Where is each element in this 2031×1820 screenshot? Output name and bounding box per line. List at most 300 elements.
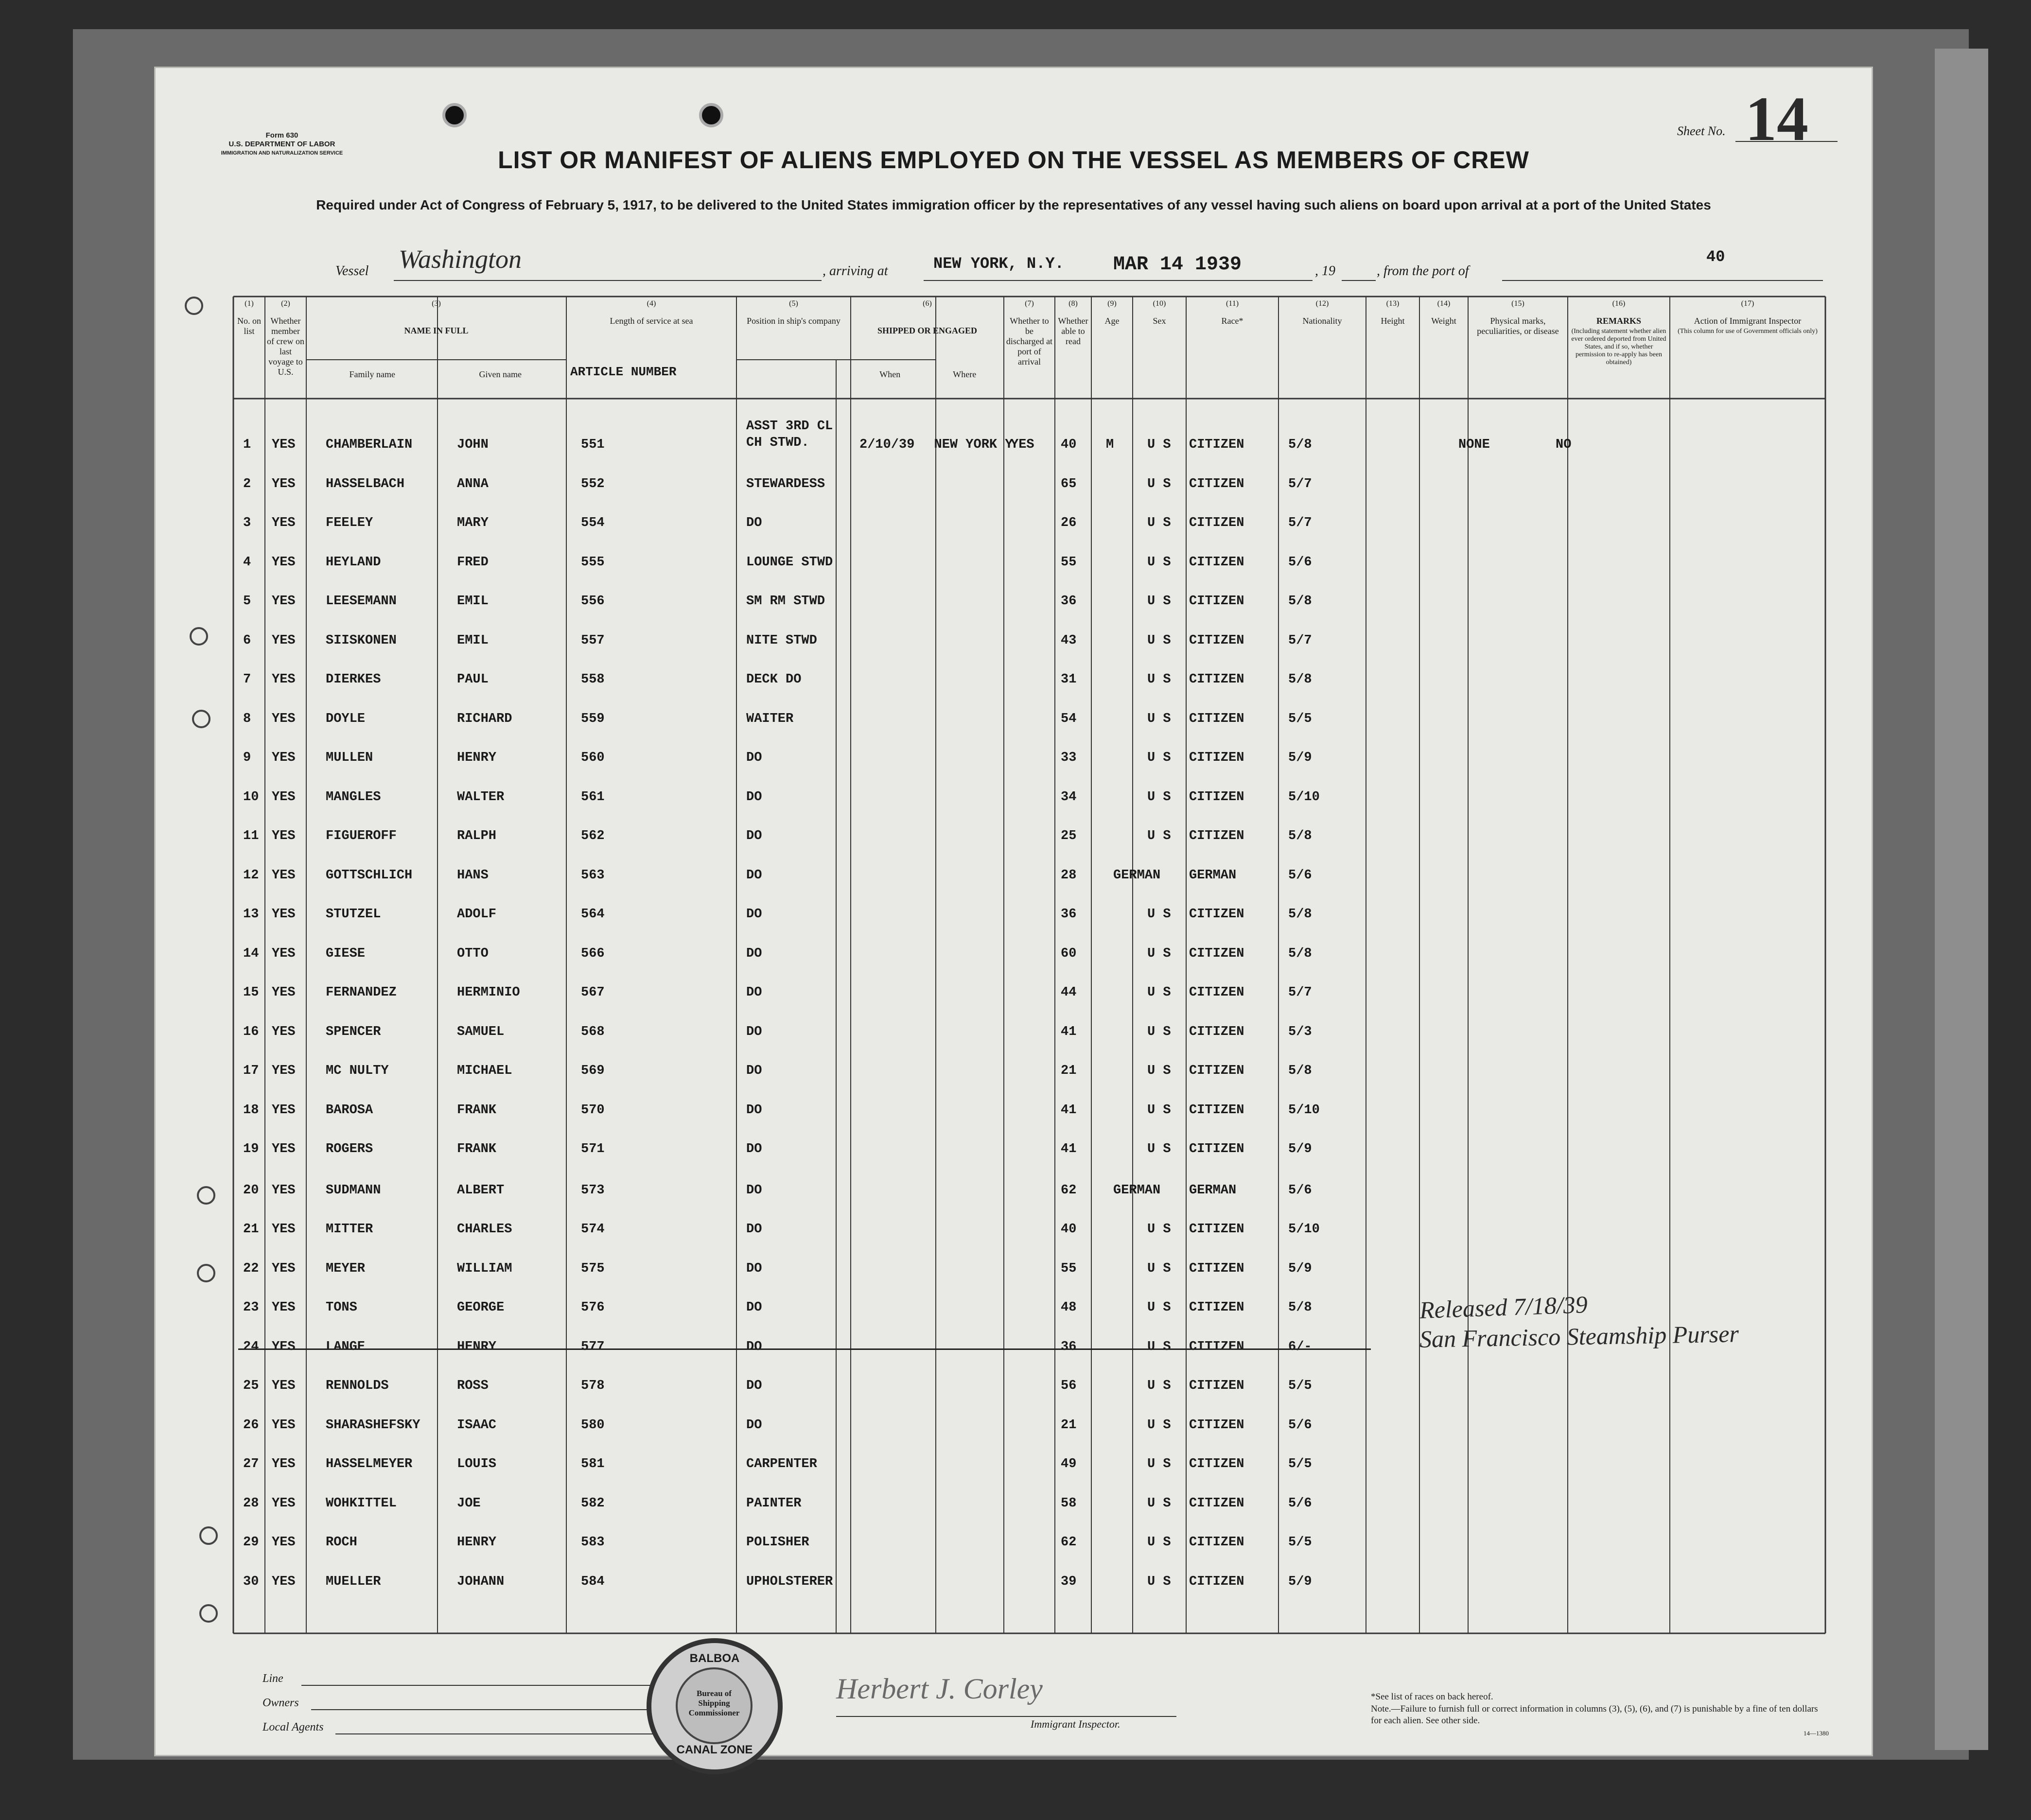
cell-race: U S [1147,711,1171,726]
cell-nationality: GERMAN [1189,1183,1237,1198]
ring-hole [192,710,210,728]
column-header: NAME IN FULL [404,326,469,335]
cell-race: U S [1147,751,1171,765]
cell-no: 23 [243,1300,259,1315]
cell-crew: YES [272,1064,296,1078]
cell-given: EMIL [457,594,489,609]
cell-height: 5/3 [1288,1024,1312,1039]
cell-height: 5/8 [1288,907,1312,922]
cell-family: MANGLES [326,789,381,805]
cell-height: 5/9 [1288,1261,1312,1276]
cell-position: DO [746,946,762,961]
cell-race: U S [1147,829,1171,843]
cell-article: 574 [581,1222,605,1237]
cell-age: 62 [1061,1183,1077,1198]
column-note: (Including statement whether alien ever ordered deported from United States, and if so, whether permission to re-apply has been obtained) [1571,328,1666,366]
cell-crew: YES [272,1300,296,1315]
cell-no: 20 [243,1183,259,1198]
cell-race: U S [1147,1418,1171,1433]
column-header: Whether member of crew on last voyage to U.S. [267,316,304,377]
cell-family: FERNANDEZ [326,985,397,1000]
column-number: (13) [1386,299,1400,308]
from-port-label: , from the port of [1377,263,1469,279]
column-number: (3) [432,299,441,308]
cell-age: 36 [1061,594,1077,609]
column-header: Whether able to read [1058,316,1088,346]
cell-given: HENRY [457,1535,497,1550]
cell-age: 41 [1061,1102,1077,1118]
cell-no: 14 [243,946,259,961]
cell-height: 5/8 [1288,1064,1312,1078]
cell-family: MITTER [326,1222,373,1237]
inspector-label: Immigrant Inspector. [1031,1718,1121,1730]
ring-hole [199,1526,218,1545]
cell-race: U S [1147,1535,1171,1550]
cell-no: 7 [243,672,251,687]
cell-race: U S [1147,1142,1171,1156]
cell-nationality: CITIZEN [1189,789,1244,805]
cell-position: DO [746,1222,762,1237]
cell-height: 5/8 [1288,672,1312,687]
cell-age: 34 [1061,789,1077,805]
form-number: Form 630 [265,131,298,140]
column-number: (15) [1511,299,1524,308]
ring-hole [199,1604,218,1623]
column-subheader: Family name [349,369,395,379]
cell-family: SIISKONEN [326,633,397,648]
cell-crew: YES [272,672,296,687]
from-port-underline [1502,280,1823,281]
cell-family: MUELLER [326,1574,381,1589]
cell-article: 571 [581,1142,605,1156]
cell-height: 5/6 [1288,868,1312,883]
cell-age: 40 [1061,438,1077,452]
sheet-label: Sheet No. [1677,124,1726,138]
cell-article: 583 [581,1535,605,1550]
cell-height: 6/- [1288,1339,1312,1354]
cell-given: ISAAC [457,1418,497,1433]
cell-nationality: CITIZEN [1189,1102,1244,1118]
cell-given: WILLIAM [457,1261,512,1276]
cell-sex: M [1106,438,1114,452]
cell-nationality: CITIZEN [1189,1142,1244,1156]
cell-age: 58 [1061,1496,1077,1511]
cell-given: HENRY [457,1339,497,1354]
cell-race: U S [1147,1496,1171,1511]
column-header: SHIPPED OR ENGAGED [877,326,978,335]
cell-position: PAINTER [746,1496,802,1511]
cell-position: DO [746,829,762,843]
column-number: (2) [281,299,290,308]
cell-position: STEWARDESS [746,476,825,491]
cell-height: 5/9 [1288,751,1312,765]
cell-given: HANS [457,868,489,883]
ring-hole [197,1264,215,1282]
cell-age: 36 [1061,907,1077,922]
cell-article: 558 [581,672,605,687]
stamp-top-text: BALBOA [689,1652,740,1665]
cell-position: DO [746,1183,762,1198]
cell-age: 49 [1061,1457,1077,1471]
cell-family: ROGERS [326,1142,373,1156]
cell-given: CHARLES [457,1222,512,1237]
cell-family: LANGE [326,1339,366,1354]
column-number: (17) [1741,299,1754,308]
cell-age: 62 [1061,1535,1077,1550]
column-header: Age [1104,316,1120,326]
cell-crew: YES [272,946,296,961]
cell-family: FEELEY [326,516,373,530]
cell-given: PAUL [457,672,489,687]
cell-read: YES [1011,438,1034,452]
cell-article: 569 [581,1064,605,1078]
cell-given: EMIL [457,633,489,648]
cell-race: U S [1147,633,1171,648]
cell-given: HENRY [457,751,497,765]
cell-given: JOHANN [457,1574,505,1589]
cell-nationality: CITIZEN [1189,633,1244,648]
cell-nationality: CITIZEN [1189,985,1244,1000]
cell-race: U S [1147,476,1171,491]
cell-race: U S [1147,1379,1171,1393]
cell-family: RENNOLDS [326,1379,389,1393]
cell-height: 5/9 [1288,1574,1312,1589]
cell-article: 567 [581,985,605,1000]
line-label: Line [263,1672,283,1685]
stamp-center [676,1667,753,1744]
cell-when: 2/10/39 [859,438,915,452]
manifest-sheet [156,68,1872,1755]
cell-family: DOYLE [326,711,366,726]
cell-nationality: CITIZEN [1189,946,1244,961]
arrival-port: NEW YORK, N.Y. [933,255,1064,273]
cell-no: 6 [243,633,251,648]
cell-age: 44 [1061,985,1077,1000]
cell-no: 4 [243,555,251,570]
cell-crew: YES [272,985,296,1000]
cell-nationality: CITIZEN [1189,1535,1244,1550]
cell-nationality: CITIZEN [1189,1339,1244,1354]
cell-race: U S [1147,946,1171,961]
cell-where: NEW YORK Y [934,438,1013,452]
service-name: IMMIGRATION AND NATURALIZATION SERVICE [221,150,343,156]
cell-nationality: GERMAN [1189,868,1237,883]
cell-given: WALTER [457,789,505,805]
cell-no: 11 [243,829,259,843]
cell-article: 556 [581,594,605,609]
cell-article: 584 [581,1574,605,1589]
column-number: (5) [789,299,798,308]
cell-given: FRANK [457,1142,497,1156]
cell-no: 29 [243,1535,259,1550]
cell-nationality: CITIZEN [1189,555,1244,570]
cell-age: 56 [1061,1379,1077,1393]
cell-height: 5/8 [1288,594,1312,609]
cell-race: U S [1147,789,1171,805]
cell-family: TONS [326,1300,357,1315]
cell-height: 5/5 [1288,1535,1312,1550]
cell-family: MC NULTY [326,1064,389,1078]
column-note: (This column for use of Government officials only) [1678,328,1818,335]
signature-underline [836,1716,1176,1717]
cell-no: 28 [243,1496,259,1511]
cell-nationality: CITIZEN [1189,1418,1244,1433]
cell-race: U S [1147,672,1171,687]
cell-given: JOHN [457,438,489,452]
cell-age: 33 [1061,751,1077,765]
cell-given: GEORGE [457,1300,505,1315]
cell-crew: YES [272,476,296,491]
column-number: (10) [1153,299,1166,308]
year-underline [1342,280,1376,281]
cell-race: U S [1147,1064,1171,1078]
cell-given: MARY [457,516,489,530]
cell-nationality: CITIZEN [1189,1574,1244,1589]
cell-article: 582 [581,1496,605,1511]
cell-article: 578 [581,1379,605,1393]
column-number: (9) [1107,299,1117,308]
cell-age: 31 [1061,672,1077,687]
cell-article: 564 [581,907,605,922]
cell-no: 17 [243,1064,259,1078]
cell-article: 552 [581,476,605,491]
cell-position: DO [746,1339,762,1354]
cell-family: HASSELMEYER [326,1457,413,1471]
cell-given: ALBERT [457,1183,505,1198]
cell-family: GIESE [326,946,366,961]
cell-article: 570 [581,1102,605,1118]
cell-no: 15 [243,985,259,1000]
fine-note: Note.—Failure to furnish full or correct information in columns (3), (5), (6), and (7) is punishable by a fine of ten dollars for each alien. See other side. [1371,1704,1818,1726]
column-number: (16) [1612,299,1626,308]
cell-no: 19 [243,1142,259,1156]
cell-height: 5/5 [1288,1457,1312,1471]
cell-nationality: CITIZEN [1189,1379,1244,1393]
cell-family: STUTZEL [326,907,381,922]
cell-family: WOHKITTEL [326,1496,397,1511]
cell-crew: YES [272,711,296,726]
cell-no: 22 [243,1261,259,1276]
cell-article: 566 [581,946,605,961]
cell-crew: YES [272,789,296,805]
cell-crew: YES [272,1222,296,1237]
inspector-signature: Herbert J. Corley [836,1673,1043,1705]
cell-height: 5/7 [1288,985,1312,1000]
cell-height: 5/5 [1288,1379,1312,1393]
cell-crew: YES [272,1183,296,1198]
cell-given: JOE [457,1496,481,1511]
sheet-number: 14 [1745,84,1808,154]
cell-nationality: CITIZEN [1189,1024,1244,1039]
column-header: Action of Immigrant Inspector [1694,316,1802,326]
article-number-header: ARTICLE NUMBER [570,365,677,379]
cell-height: 5/9 [1288,1142,1312,1156]
cell-no: 25 [243,1379,259,1393]
cell-article: 575 [581,1261,605,1276]
cell-height: 5/10 [1288,1102,1320,1118]
cell-position: DO [746,1102,762,1118]
cell-position: ASST 3RD CL CH STWD. [746,419,833,450]
column-subheader: When [879,369,901,379]
owners-label: Owners [263,1697,299,1709]
cell-nationality: CITIZEN [1189,1222,1244,1237]
cell-race: U S [1147,1024,1171,1039]
column-header: Position in ship's company [747,316,840,326]
cell-age: 41 [1061,1142,1077,1156]
cell-article: 557 [581,633,605,648]
cell-height: 5/7 [1288,476,1312,491]
cell-nationality: CITIZEN [1189,1064,1244,1078]
cell-position: DO [746,1024,762,1039]
cell-height: 5/8 [1288,946,1312,961]
cell-crew: YES [272,1024,296,1039]
cell-no: 27 [243,1457,259,1471]
cell-race: U S [1147,516,1171,530]
cell-age: 60 [1061,946,1077,961]
cell-article: 577 [581,1339,605,1354]
column-number: (4) [647,299,656,308]
cell-position: DO [746,516,762,530]
cell-no: 21 [243,1222,259,1237]
cell-no: 26 [243,1418,259,1433]
year-label: , 19 [1315,263,1335,279]
column-header: REMARKS [1596,316,1641,326]
cell-height: 5/10 [1288,1222,1320,1237]
cell-position: LOUNGE STWD [746,555,833,570]
cell-article: 573 [581,1183,605,1198]
cell-nationality: CITIZEN [1189,438,1244,452]
cell-given: ADOLF [457,907,497,922]
column-subheader: Given name [479,369,522,379]
column-header: Physical marks, peculiarities, or disease [1477,316,1559,336]
cell-race: GERMAN [1113,868,1161,883]
cell-no: 30 [243,1574,259,1589]
cell-crew: YES [272,1261,296,1276]
cell-nationality: CITIZEN [1189,1261,1244,1276]
ring-hole [190,627,208,646]
cell-family: MULLEN [326,751,373,765]
cell-race: U S [1147,438,1171,452]
cell-position: DO [746,985,762,1000]
canal-zone-stamp [647,1638,783,1774]
cell-article: 555 [581,555,605,570]
cell-crew: YES [272,1457,296,1471]
cell-position: DO [746,868,762,883]
released-note-line2: San Francisco Steamship Purser [1419,1320,1739,1353]
column-number: (14) [1437,299,1451,308]
cell-height: 5/8 [1288,829,1312,843]
cell-position: WAITER [746,711,794,726]
cell-family: SUDMANN [326,1183,381,1198]
ring-hole [197,1186,215,1205]
cell-position: DO [746,1379,762,1393]
cell-nationality: CITIZEN [1189,1496,1244,1511]
column-header: Height [1381,316,1405,326]
cell-crew: YES [272,1574,296,1589]
cell-crew: YES [272,1496,296,1511]
cell-crew: YES [272,1418,296,1433]
cell-crew: YES [272,868,296,883]
arrival-date: MAR 14 1939 [1113,254,1242,276]
cell-no: 1 [243,438,251,452]
cell-position: SM RM STWD [746,594,825,609]
cell-height: 5/10 [1288,789,1320,805]
cell-article: 576 [581,1300,605,1315]
cell-age: 43 [1061,633,1077,648]
cell-crew: YES [272,1379,296,1393]
cell-given: OTTO [457,946,489,961]
cell-nationality: CITIZEN [1189,476,1244,491]
page-title: LIST OR MANIFEST OF ALIENS EMPLOYED ON THE VESSEL AS MEMBERS OF CREW [498,146,1529,174]
cell-position: DO [746,907,762,922]
cell-given: RALPH [457,829,497,843]
cell-position: POLISHER [746,1535,809,1550]
from-port-value: 40 [1706,248,1725,266]
cell-race: U S [1147,1102,1171,1118]
column-number: (6) [923,299,932,308]
cell-given: ROSS [457,1379,489,1393]
cell-position: DO [746,789,762,805]
cell-height: 5/8 [1288,1300,1312,1315]
cell-nationality: CITIZEN [1189,711,1244,726]
cell-given: SAMUEL [457,1024,505,1039]
cell-position: DECK DO [746,672,802,687]
cell-family: HEYLAND [326,555,381,570]
form-code: 14—1380 [1803,1730,1829,1737]
department-name: U.S. DEPARTMENT OF LABOR [228,140,335,148]
cell-no: 8 [243,711,251,726]
cell-race: U S [1147,1339,1171,1354]
cell-age: 21 [1061,1064,1077,1078]
cell-no: 2 [243,476,251,491]
cell-crew: YES [272,594,296,609]
cell-crew: YES [272,829,296,843]
cell-crew: YES [272,1339,296,1354]
cell-age: 21 [1061,1418,1077,1433]
cell-no: 16 [243,1024,259,1039]
cell-position: DO [746,1142,762,1156]
cell-given: HERMINIO [457,985,520,1000]
cell-given: MICHAEL [457,1064,512,1078]
cell-marks: NONE [1458,438,1490,452]
cell-position: DO [746,1064,762,1078]
cell-race: GERMAN [1113,1183,1161,1198]
cell-crew: YES [272,516,296,530]
cell-height: 5/7 [1288,633,1312,648]
cell-age: 54 [1061,711,1077,726]
cell-age: 65 [1061,476,1077,491]
cell-article: 561 [581,789,605,805]
cell-age: 41 [1061,1024,1077,1039]
cell-family: LEESEMANN [326,594,397,609]
cell-given: FRED [457,555,489,570]
column-header: Sex [1153,316,1166,326]
local-agents-label: Local Agents [263,1721,324,1733]
cell-family: GOTTSCHLICH [326,868,413,883]
cell-position: DO [746,1300,762,1315]
column-header: Nationality [1302,316,1342,326]
cell-article: 554 [581,516,605,530]
cell-article: 580 [581,1418,605,1433]
cell-height: 5/8 [1288,438,1312,452]
cell-race: U S [1147,1222,1171,1237]
cell-article: 581 [581,1457,605,1471]
column-number: (11) [1226,299,1239,308]
cell-age: 26 [1061,516,1077,530]
cell-no: 24 [243,1339,259,1354]
cell-race: U S [1147,594,1171,609]
punch-hole [442,103,467,127]
